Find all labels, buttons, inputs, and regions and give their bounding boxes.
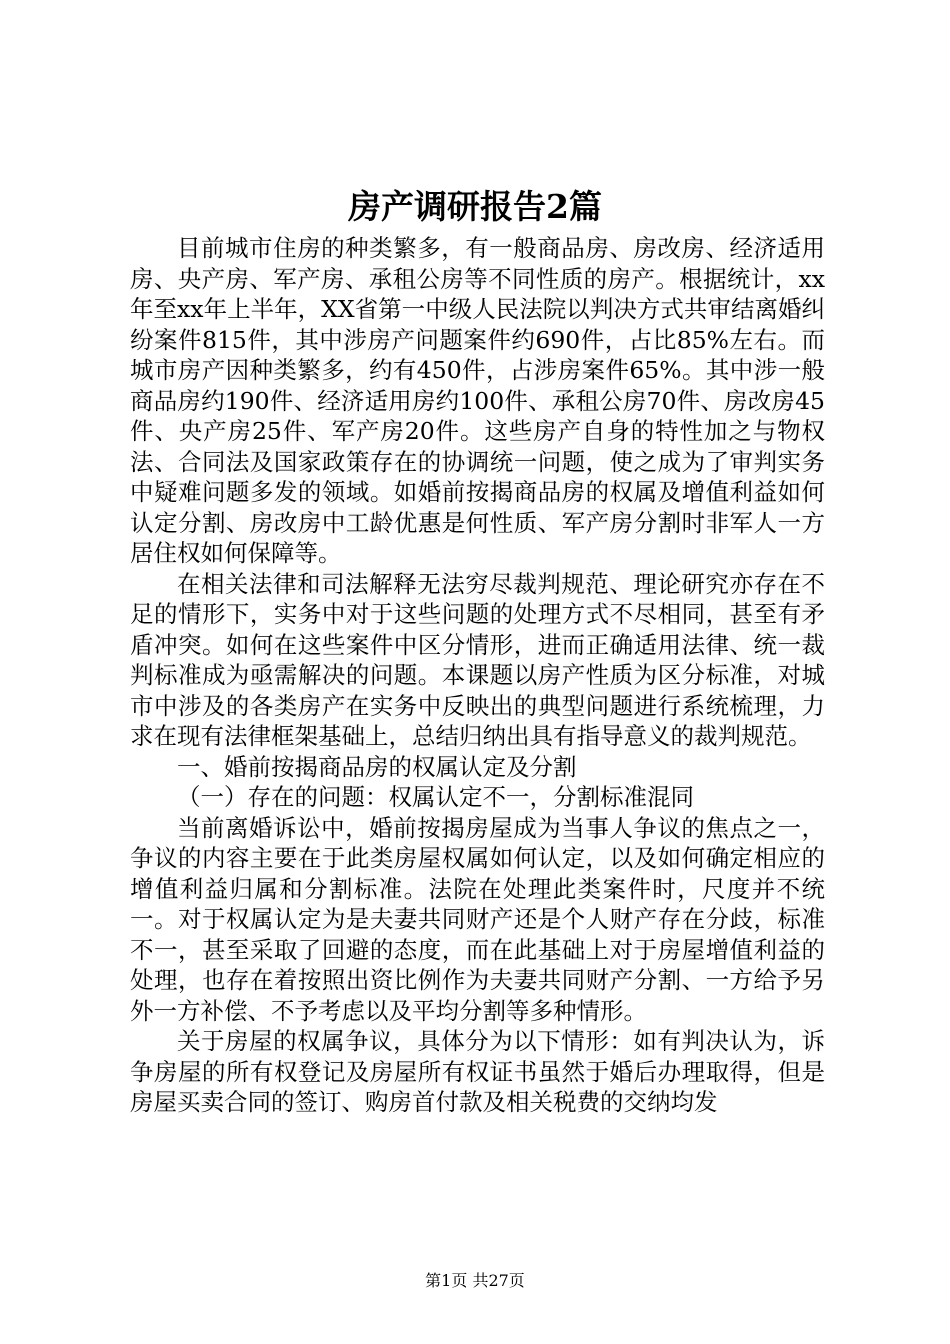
page-number-footer: 第1页 共27页	[425, 1271, 525, 1290]
document-title: 房产调研报告2篇	[348, 187, 602, 226]
paragraph-context: 在相关法律和司法解释无法穷尽裁判规范、理论研究亦存在不足的情形下，实务中对于这些问题的处理方式不尽相同，甚至有矛盾冲突。如何在这些案件中区分情形，进而正确适用法律、统一裁判标准成为亟需解决的问题。本课题以房产性质为区分标准，对城市中涉及的各类房产在实务中反映出的典型问题进行系统梳理，力求在现有法律框架基础上，总结归纳出具有指导意义的裁判规范。	[130, 569, 825, 750]
paragraph-ownership-dispute: 关于房屋的权属争议，具体分为以下情形：如有判决认为，诉争房屋的所有权登记及房屋所有权证书虽然于婚后办理取得，但是房屋买卖合同的签订、购房首付款及相关税费的交纳均发	[130, 1027, 825, 1116]
paragraph-intro: 目前城市住房的种类繁多，有一般商品房、房改房、经济适用房、央产房、军产房、承租公房等不同性质的房产。根据统计，xx年至xx年上半年，XX省第一中级人民法院以判决方式共审结离婚纠纷案件815件，其中涉房产问题案件约690件，占比85%左右。而城市房产因种类繁多，约有450件，占涉房案件65%。其中涉一般商品房约190件、经济适用房约100件、承租公房70件、房改房45件、央产房25件、军产房20件。这些房产自身的特性加之与物权法、合同法及国家政策存在的协调统一问题，使之成为了审判实务中疑难问题多发的领域。如婚前按揭商品房的权属及增值利益如何认定分割、房改房中工龄优惠是何性质、军产房分割时非军人一方居住权如何保障等。	[130, 234, 825, 567]
document-body	[130, 233, 825, 1118]
subsection-heading-1: （一）存在的问题：权属认定不一，分割标准混同	[177, 783, 694, 811]
paragraph-problem: 当前离婚诉讼中，婚前按揭房屋成为当事人争议的焦点之一，争议的内容主要在于此类房屋权属如何认定，以及如何确定相应的增值利益归属和分割标准。法院在处理此类案件时，尺度并不统一。对于权属认定为是夫妻共同财产还是个人财产存在分歧，标准不一，甚至采取了回避的态度，而在此基础上对于房屋增值利益的处理，也存在着按照出资比例作为夫妻共同财产分割、一方给予另外一方补偿、不予考虑以及平均分割等多种情形。	[130, 813, 825, 1025]
section-heading-1: 一、婚前按揭商品房的权属认定及分割	[177, 752, 577, 781]
